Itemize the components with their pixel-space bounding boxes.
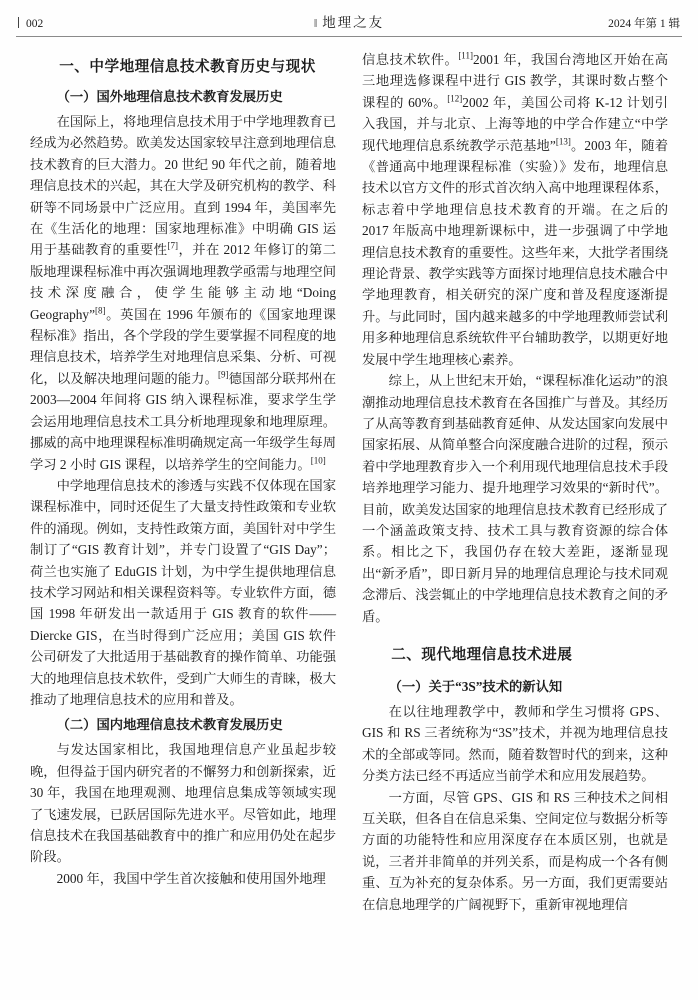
subsection-heading-1-1: （一）国外地理信息技术教育发展历史: [56, 89, 283, 104]
journal-title: 地理之友: [322, 15, 385, 30]
article-body: [0, 37, 698, 1000]
journal-title-bar-icon: ‖: [313, 16, 318, 30]
paragraph: 综上，从上世纪末开始，“课程标准化运动”的浪潮推动地理信息技术教育在各国推广与普及。其经历了从高等教育到基础教育延伸、从发达国家向发展中国家拓展、从简单整合向深度融合进阶的过程，预示着中学地理教育步入一个利用现代地理信息技术手段培养地理学习能力、提升地理学习效果的“新时代”。目前，欧美发达国家的地理信息技术教育已经形成了一个涵盖政策支持、技术工具与教育资源的综合体系。相比之下，我国仍存在较大差距，逐渐显现出“新矛盾”，即日新月异的地理信息理论与技术同观念滞后、浅尝辄止的中学地理信息技术教育之间的矛盾。: [362, 373, 668, 624]
paragraph: 与发达国家相比，我国地理信息产业虽起步较晚，但得益于国内研究者的不懈努力和创新探索，近 30 年，我国在地理观测、地理信息集成等领域实现了飞速发展，已跃居国际先进水平。尽管如此，地理信息技术在我国基础教育中的推广和应用仍处在起步阶段。: [30, 742, 336, 865]
section-heading-2: 二、现代地理信息技术进展: [391, 646, 573, 663]
paragraph-continuation: 信息技术软件。[11]2001 年，我国台湾地区开始在高三地理选修课程中进行 GIS 教学，其课时数占整个课程的 60%。[12]2002 年，美国公司将 K-12 计划引入我国，并与北京、上海等地的中学合作建立“中学现代地理信息系统教学示范基地”[13]。2003 年，随着《普通高中地理课程标准（实验）》发布，地理信息技术以官方文件的形式首次纳入高中地理课程体系，标志着中学地理信息技术教育的开端。在之后的 2017 年版高中地理新课标中，进一步强调了中学地理信息技术教育的重要性。这些年来，大批学者围绕理论背景、教学实践等方面探讨地理信息技术融合中学地理教育，相关研究的深广度和普及程度逐渐提升。与此同时，国内越来越多的中学地理教师尝试利用多种地理信息系统软件平台辅助教学，以期更好地发展中学生地理核心素养。: [362, 50, 669, 367]
subsection-heading-2-1: （一）关于“3S”技术的新认知: [388, 678, 563, 694]
paragraph: 一方面，尽管 GPS、GIS 和 RS 三种技术之间相互关联，但各自在信息采集、空间定位与数据分析等方面的功能特性和应用深度存在本质区别，也就是说，三者并非简单的并列关系，而是构成一个各有侧重、互为补充的复杂体系。另一方面，我们更需要站在信息地理学的广阔视野下，重新审视地理信: [362, 789, 668, 912]
header-center: [138, 11, 560, 31]
paragraph: 2000 年，我国中学生首次接触和使用国外地理: [56, 870, 326, 886]
paragraph: 中学地理信息技术的渗透与实践不仅体现在国家课程标准中，同时还促生了大量支持性政策和专业软件的涌现。例如，支持性政策方面，美国针对中学生制订了“GIS 教育计划”，并专门设置了“GIS Day”；荷兰也实施了 EduGIS 计划，为中学生提供地理信息技术学习网站和相关课程资料等。专业软件方面，德国 1998 年研发出一款适用于 GIS 教育的软件——Diercke GIS，在当时得到广泛应用；美国 GIS 软件公司研发了大批适用于基础教育的操作简单、功能强大的地理信息技术软件，受到广大师生的青睐，极大推动了地理信息技术的应用和普及。: [30, 477, 336, 707]
issue-info: 2024 年第 1 辑: [608, 18, 680, 30]
page-number: 002: [26, 18, 44, 30]
paragraph: 在国际上，将地理信息技术用于中学地理教育已经成为必然趋势。欧美发达国家较早注意到地理信息技术教育的巨大潜力。20 世纪 90 年代之前，随着地理信息技术的兴起，其在大学及研究机构的教学、科研等不同场景中广泛应用。直到 1994 年，美国率先在《生活化的地理：国家地理标准》中明确 GIS 运用于基础教育的重要性[7]，并在 2012 年修订的第二版地理课程标准中再次强调地理教学亟需与地理空间技术深度融合，使学生能够主动地“Doing Geography”[8]。英国在 1996 年颁布的《国家地理课程标准》指出，各个学段的学生要掌握不同程度的地理信息技术，培养学生对地理信息采集、分析、可视化，以及解决地理问题的能力。[9]德国部分联邦州在 2003—2004 年间将 GIS 纳入课程标准，要求学生学会运用地理信息技术工具分析地理现象和地理原理。挪威的高中地理课程标准明确规定高一年级学生每周学习 2 小时 GIS 课程，以培养学生的空间能力。[10]: [30, 114, 337, 472]
left-column: [30, 49, 336, 1000]
header-left: [18, 17, 138, 30]
paragraph: 在以往地理教学中，教师和学生习惯将 GPS、GIS 和 RS 三者统称为“3S”技术，并视为地理信息技术的全部或等同。然而，随着数智时代的到来，这种分类方法已经不再适应当前学术和应用发展趋势。: [362, 703, 668, 784]
section-heading-1: 一、中学地理信息技术教育历史与现状: [59, 59, 316, 75]
page-header: [0, 0, 698, 36]
subsection-heading-1-2: （二）国内地理信息技术教育发展历史: [56, 717, 283, 733]
page-number-bar-icon: [18, 17, 19, 28]
right-column: [362, 49, 668, 1000]
